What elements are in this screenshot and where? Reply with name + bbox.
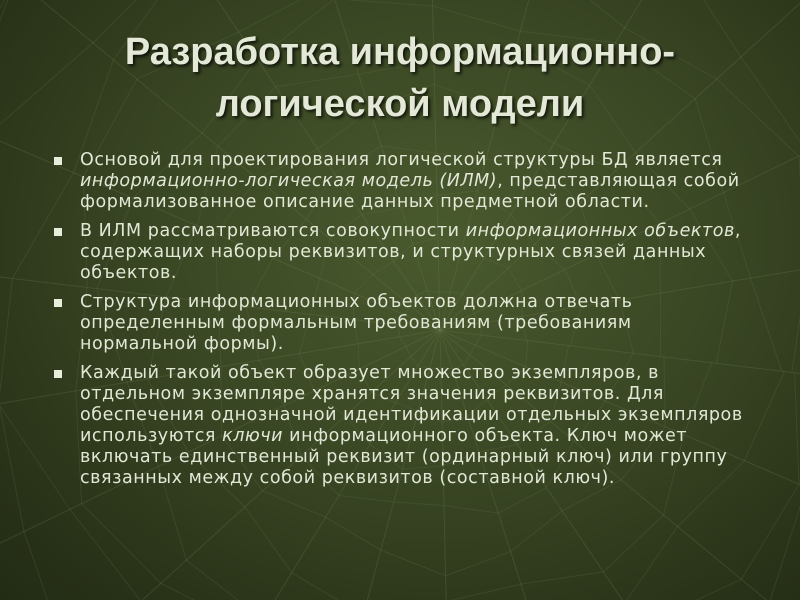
bullet-square-icon: [54, 299, 62, 307]
title-line-1: Разработка информационно-: [124, 31, 676, 73]
text-run: В ИЛМ рассматриваются совокупности: [80, 221, 466, 241]
title-line-2: логической модели: [215, 83, 585, 125]
italic-term: информационно-логическая модель (ИЛМ): [80, 171, 498, 191]
bullet-list: [54, 150, 754, 497]
bullet-item: [54, 363, 754, 489]
slide-title: [40, 26, 760, 130]
bullet-square-icon: [54, 370, 62, 378]
text-run: Основой для проектирования логической структуры БД является: [80, 150, 723, 170]
text-run: Структура информационных объектов должна отвечать определенным формальным требованиям (требованиям нормальной формы).: [80, 292, 633, 354]
text-run: информационного объекта. Ключ может включать единственный реквизит (ординарный ключ) или группу связанных между собой реквизитов (составной ключ).: [80, 426, 728, 488]
bullet-item: [54, 221, 754, 284]
text-run: Каждый такой объект образует множество экземпляров, в отдельном экземпляре хранятся значения реквизитов. Для обеспечения однозначной идентификации отдельных экземпляров используются: [80, 363, 743, 446]
italic-term: информационных объектов: [465, 221, 735, 241]
italic-term: ключи: [222, 426, 284, 446]
bullet-item: [54, 150, 754, 213]
text-run: , представляющая собой формализованное описание данных предметной области.: [80, 171, 740, 212]
text-run: , содержащих наборы реквизитов, и структурных связей данных объектов.: [80, 221, 742, 283]
bullet-square-icon: [54, 157, 62, 165]
bullet-text: [80, 221, 741, 283]
bullet-item: [54, 292, 754, 355]
bullet-text: [80, 150, 740, 212]
bullet-text: [80, 292, 633, 354]
bullet-text: [80, 363, 743, 488]
bullet-square-icon: [54, 228, 62, 236]
